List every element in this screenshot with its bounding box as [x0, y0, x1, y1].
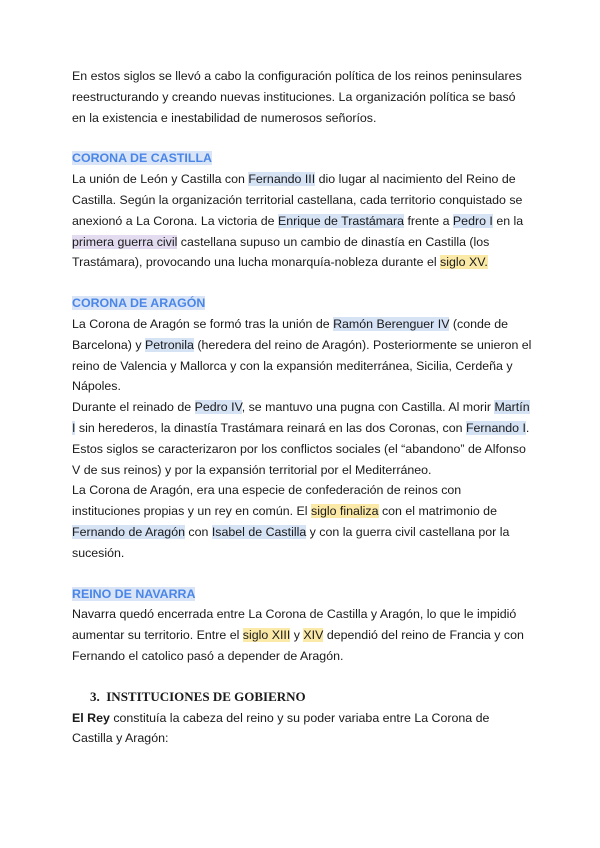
spacer: [72, 273, 532, 293]
instituciones-paragraph: El Rey constituía la cabeza del reino y su poder variaba entre La Corona de Castilla y Aragón:: [72, 710, 490, 746]
section-heading-aragon: CORONA DE ARAGÓN: [72, 296, 206, 311]
highlight-petronila: Petronila: [145, 337, 194, 352]
highlight-pedro-iv: Pedro IV: [194, 400, 242, 415]
highlight-siglo-xv: siglo XV.: [440, 255, 488, 270]
spacer: [72, 667, 532, 687]
intro-paragraph: En estos siglos se llevó a cabo la configuración política de los reinos peninsulares reestructurando y creando nuevas instituciones. La organización política se basó en la existencia e inestabilidad de numerosos señoríos.: [72, 69, 522, 125]
document-page: [72, 66, 532, 749]
highlight-primera-guerra: primera guerra civil: [72, 234, 178, 249]
castilla-paragraph: La unión de León y Castilla con Fernando III dio lugar al nacimiento del Reino de Castilla. Según la organización territorial castellana, cada territorio conquistado se anexionó a La Corona. La victoria de Enrique de Trastámara frente a Pedro I en la primera guerra civil castellana supuso un cambio de dinastía en Castilla (los Trastámara), provocando una lucha monarquía-nobleza durante el siglo XV.: [72, 172, 524, 270]
highlight-martin-i: Martín I: [72, 400, 530, 435]
highlight-fernando-i: Fernando I: [465, 420, 526, 435]
spacer: [72, 128, 532, 148]
section-heading-navarra: REINO DE NAVARRA: [72, 586, 196, 601]
highlight-pedro-i: Pedro I: [452, 213, 493, 228]
highlight-fernando-iii: Fernando III: [248, 172, 316, 187]
highlight-siglo-finaliza: siglo finaliza: [311, 504, 379, 519]
highlight-fernando-aragon: Fernando de Aragón: [72, 524, 185, 539]
highlight-xiv: XIV: [303, 628, 324, 643]
highlight-isabel: Isabel de Castilla: [211, 524, 307, 539]
aragon-paragraph-3: La Corona de Aragón, era una especie de confederación de reinos con instituciones propias y un rey en común. El siglo finaliza con el matrimonio de Fernando de Aragón con Isabel de Castilla y con la guerra civil castellana por la sucesión.: [72, 483, 510, 560]
aragon-paragraph-2: Durante el reinado de Pedro IV, se mantuvo una pugna con Castilla. Al morir Martín I sin herederos, la dinastía Trastámara reinará en las dos Coronas, con Fernando I. Estos siglos se caracterizaron por los conflictos sociales (el “abandono” de Alfonso V de sus reinos) y por la expansión territorial por el Mediterráneo.: [72, 400, 530, 477]
navarra-paragraph: Navarra quedó encerrada entre La Corona de Castilla y Aragón, lo que le impidió aumentar su territorio. Entre el siglo XIII y XIV dependió del reino de Francia y con Fernando el catolico pasó a depender de Aragón.: [72, 607, 524, 663]
spacer: [72, 564, 532, 584]
highlight-ramon: Ramón Berenguer IV: [333, 316, 450, 331]
highlight-siglo-xiii: siglo XIII: [242, 628, 291, 643]
section-title-instituciones: 3. INSTITUCIONES DE GOBIERNO: [90, 688, 306, 704]
highlight-enrique: Enrique de Trastámara: [277, 213, 405, 228]
aragon-paragraph-1: La Corona de Aragón se formó tras la unión de Ramón Berenguer IV (conde de Barcelona) y Petronila (heredera del reino de Aragón). Posteriormente se unieron el reino de Valencia y Mallorca y con la expansión mediterránea, Sicilia, Cerdeña y Nápoles.: [72, 316, 532, 394]
bold-el-rey: El Rey: [72, 710, 110, 725]
section-heading-castilla: CORONA DE CASTILLA: [72, 151, 212, 166]
